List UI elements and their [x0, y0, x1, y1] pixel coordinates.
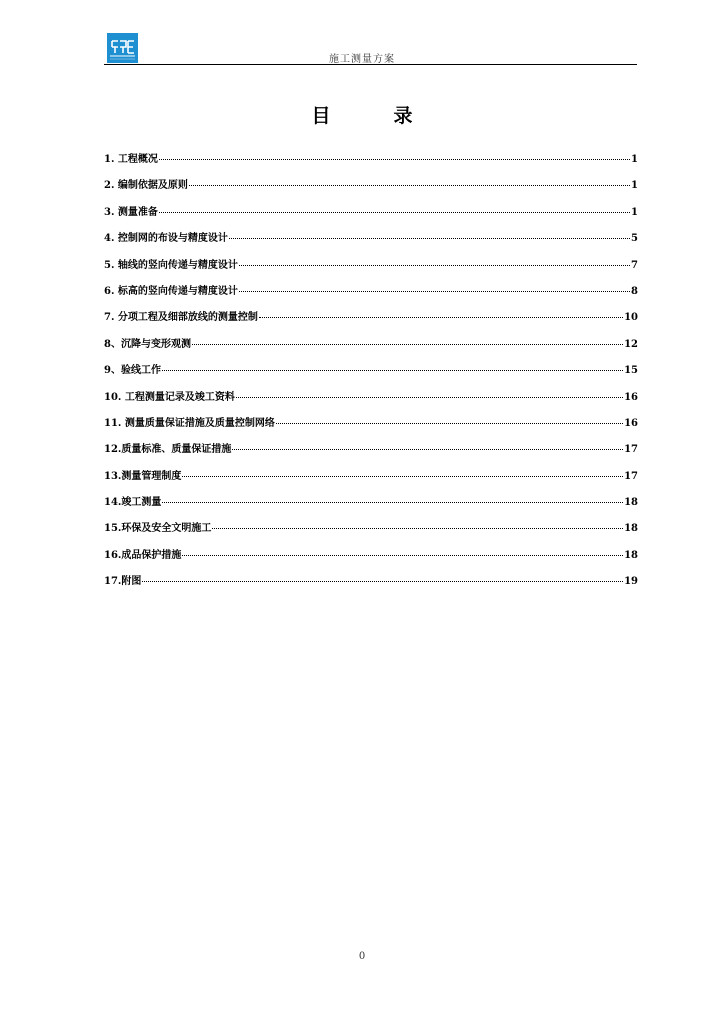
toc-entry[interactable] [104, 203, 638, 229]
toc-entry-label: 14.竣工测量 [104, 497, 162, 509]
toc-entry[interactable] [104, 440, 638, 466]
toc-entry[interactable] [104, 388, 638, 414]
toc-dot-leader [192, 344, 623, 345]
toc-dot-leader [182, 555, 623, 556]
toc-entry-page: 10 [624, 312, 638, 324]
toc-dot-leader [232, 449, 623, 450]
toc-entry[interactable] [104, 493, 638, 519]
toc-dot-leader [142, 581, 623, 582]
toc-entry-label: 7. 分项工程及细部放线的测量控制 [104, 312, 258, 324]
toc-entry-page: 5 [631, 233, 638, 245]
toc-entry-label: 2. 编制依据及原则 [104, 180, 188, 192]
toc-entry-page: 8 [631, 285, 638, 297]
toc-entry[interactable] [104, 546, 638, 572]
header-title: 施工测量方案 [329, 54, 395, 65]
toc-entry[interactable] [104, 414, 638, 440]
toc-entry-page: 1 [631, 154, 638, 165]
toc-entry-page: 19 [624, 576, 638, 588]
toc-entry-label: 4. 控制网的布设与精度设计 [104, 233, 228, 245]
toc-entry-label: 17.附图 [104, 576, 142, 588]
toc-entry-label: 10. 工程测量记录及竣工资料 [104, 391, 235, 403]
toc-entry-page: 17 [624, 470, 638, 482]
toc-entry[interactable] [104, 282, 638, 308]
toc-entry[interactable] [104, 361, 638, 387]
toc-entry-label: 16.成品保护措施 [104, 549, 182, 561]
toc-entry-page: 15 [624, 365, 638, 377]
toc-entry[interactable] [104, 519, 638, 545]
toc-dot-leader [162, 502, 623, 503]
toc-entry-label: 13.测量管理制度 [104, 470, 182, 482]
toc-entry-label: 5. 轴线的竖向传递与精度设计 [104, 259, 238, 271]
page-number: 0 [358, 951, 366, 962]
toc-entry[interactable] [104, 308, 638, 334]
toc-dot-leader [159, 159, 630, 160]
toc-dot-leader [236, 397, 623, 398]
toc-dot-leader [159, 212, 630, 213]
toc-entry-page: 16 [624, 391, 638, 403]
toc-dot-leader [259, 317, 623, 318]
toc-entry-page: 12 [624, 338, 638, 350]
toc-entry-label: 15.环保及安全文明施工 [104, 523, 212, 535]
toc-entry-label: 3. 测量准备 [104, 206, 158, 218]
toc-dot-leader [239, 265, 630, 266]
toc-entry-label: 12.质量标准、质量保证措施 [104, 444, 232, 456]
toc-entry-label: 8、沉降与变形观测 [104, 338, 191, 350]
toc-entry[interactable] [104, 176, 638, 202]
toc-entry-page: 1 [631, 206, 638, 218]
toc-entry-page: 18 [624, 549, 638, 561]
toc-entry-page: 16 [624, 417, 638, 429]
toc-entry-page: 18 [624, 497, 638, 509]
toc-dot-leader [212, 528, 623, 529]
toc-entry-page: 17 [624, 444, 638, 456]
toc-entry-page: 1 [631, 180, 638, 192]
header-divider [104, 64, 637, 65]
toc-entry[interactable] [104, 335, 638, 361]
toc-entry-label: 1. 工程概况 [104, 154, 158, 165]
toc-dot-leader [239, 291, 630, 292]
toc-entry-page: 18 [624, 523, 638, 535]
toc-entry-page: 7 [631, 259, 638, 271]
toc-dot-leader [162, 370, 623, 371]
toc-entry-label: 11. 测量质量保证措施及质量控制网络 [104, 417, 275, 429]
toc-entry-label: 6. 标高的竖向传递与精度设计 [104, 285, 238, 297]
toc-dot-leader [189, 185, 630, 186]
toc-entry[interactable] [104, 150, 638, 176]
toc-dot-leader [229, 238, 630, 239]
toc-entry-label: 9、验线工作 [104, 365, 161, 377]
toc-entry[interactable] [104, 229, 638, 255]
toc-entry[interactable] [104, 572, 638, 598]
toc-entry[interactable] [104, 467, 638, 493]
toc-dot-leader [276, 423, 623, 424]
toc-title: 目 录 [311, 105, 435, 127]
toc-dot-leader [182, 476, 623, 477]
toc-entry[interactable] [104, 256, 638, 282]
table-of-contents [104, 150, 638, 599]
